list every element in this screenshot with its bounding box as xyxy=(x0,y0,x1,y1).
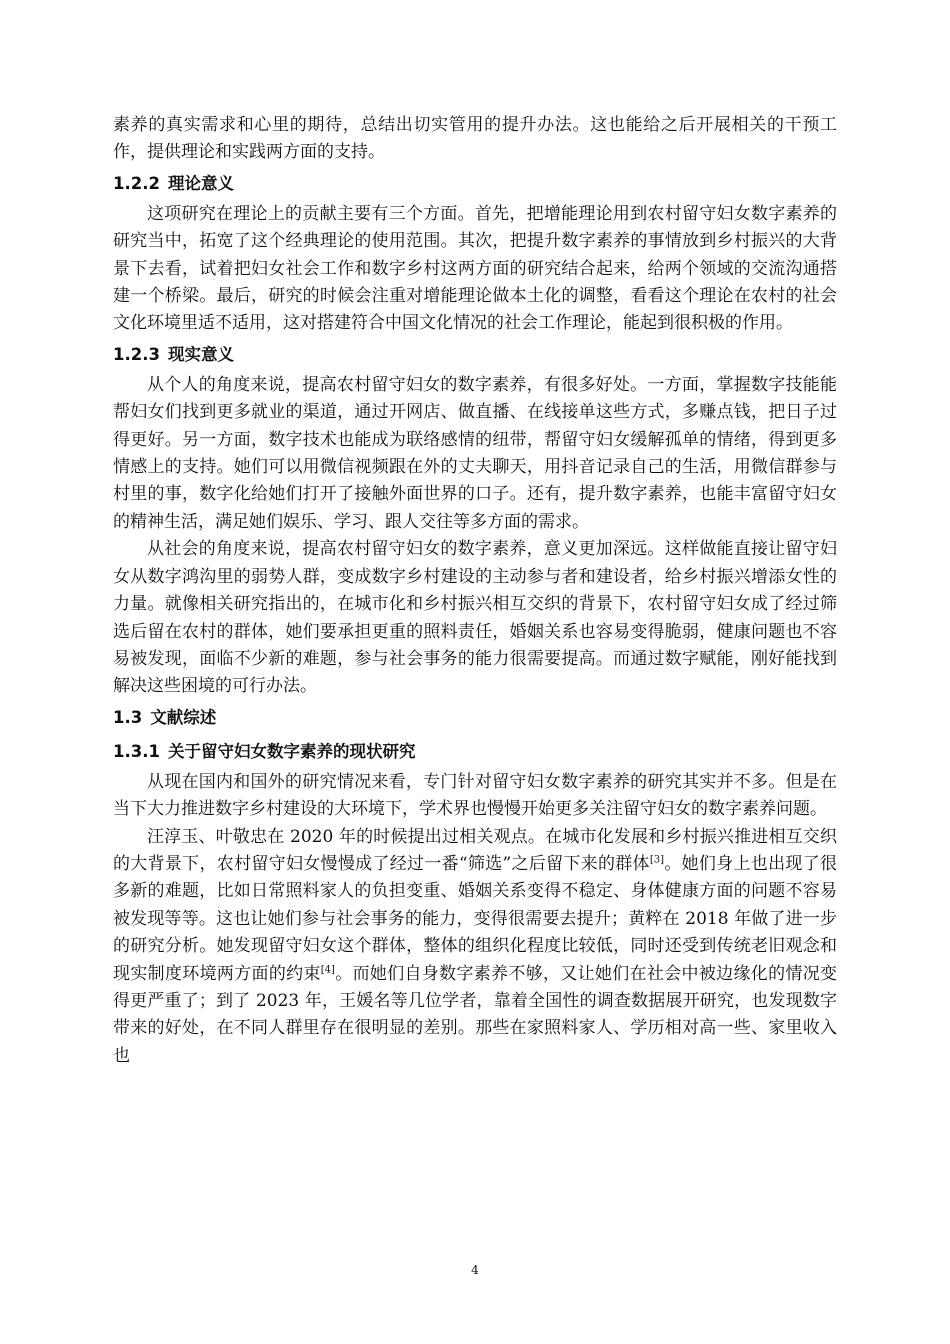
section-title: 关于留守妇女数字素养的现状研究 xyxy=(167,741,416,761)
citation-reference: [4] xyxy=(320,963,335,975)
paragraph-text: 。而她们自身数字素养不够，又让她们在社会中被边缘化的情况变得更严重了；到了 2023 年，王媛名等几位学者，靠着全国性的调查数据展开研究，也发现数字带来的好处，在不同人群里存在很明显的差别。那些在家照料家人、学历相对高一些、家里收入也 xyxy=(113,963,838,1066)
paragraph: 这项研究在理论上的贡献主要有三个方面。首先，把增能理论用到农村留守妇女数字素养的研究当中，拓宽了这个经典理论的使用范围。其次，把提升数字素养的事情放到乡村振兴的大背景下去看，试着把妇女社会工作和数字乡村这两方面的研究结合起来，给两个领域的交流沟通搭建一个桥梁。最后，研究的时候会注重对增能理论做本土化的调整，看看这个理论在农村的社会文化环境里适不适用，这对搭建符合中国文化情况的社会工作理论，能起到很积极的作用。 xyxy=(113,203,837,334)
section-heading-1-3-1 xyxy=(113,735,837,769)
paragraph: 素养的真实需求和心里的期待，总结出切实管用的提升办法。这也能给之后开展相关的干预工作，提供理论和实践两方面的支持。 xyxy=(113,115,837,163)
page-number: 4 xyxy=(471,1263,479,1277)
section-heading-1-2-2 xyxy=(113,167,837,201)
section-heading-1-3 xyxy=(113,701,837,735)
section-title: 现实意义 xyxy=(167,344,234,364)
section-heading-1-2-3 xyxy=(113,338,837,372)
section-number: 1.3.1 xyxy=(113,741,160,761)
page-body xyxy=(113,112,837,1070)
paragraph: 从个人的角度来说，提高农村留守妇女的数字素养，有很多好处。一方面，掌握数字技能能帮妇女们找到更多就业的渠道，通过开网店、做直播、在线接单这些方式，多赚点钱，把日子过得更好。另一方面，数字技术也能成为联络感情的纽带，帮留守妇女缓解孤单的情绪，得到更多情感上的支持。她们可以用微信视频跟在外的丈夫聊天，用抖音记录自己的生活，用微信群参与村里的事，数字化给她们打开了接触外面世界的口子。还有，提升数字素养，也能丰富留守妇女的精神生活，满足她们娱乐、学习、跟人交往等多方面的需求。 xyxy=(113,374,837,532)
paragraph xyxy=(113,824,837,1071)
section-number: 1.2.3 xyxy=(113,344,160,364)
section-title: 文献综述 xyxy=(150,707,217,727)
paragraph: 从现在国内和国外的研究情况来看，专门针对留守妇女数字素养的研究其实并不多。但是在当下大力推进数字乡村建设的大环境下，学术界也慢慢开始更多关注留守妇女的数字素养问题。 xyxy=(113,771,837,820)
paragraph: 从社会的角度来说，提高农村留守妇女的数字素养，意义更加深远。这样做能直接让留守妇女从数字鸿沟里的弱势人群，变成数字乡村建设的主动参与者和建设者，给乡村振兴增添女性的力量。就像相关研究指出的，在城市化和乡村振兴相互交织的背景下，农村留守妇女成了经过筛选后留在农村的群体，她们要承担更重的照料责任，婚姻关系也容易变得脆弱，健康问题也不容易被发现，面临不少新的难题，参与社会事务的能力很需要提高。而通过数字赋能，刚好能找到解决这些困境的可行办法。 xyxy=(113,539,837,697)
section-number: 1.2.2 xyxy=(113,173,160,193)
paragraph-text: 汪淳玉、叶敬忠在 2020 年的时候提出过相关观点。在城市化发展和乡村振兴推进相互交织的大背景下，农村留守妇女慢慢成了经过一番“筛选”之后留下来的群体 xyxy=(113,826,837,874)
section-title: 理论意义 xyxy=(167,173,234,193)
citation-reference: [3] xyxy=(649,854,665,866)
section-number: 1.3 xyxy=(113,707,143,727)
paragraph-text: 。她们身上也出现了很多新的难题，比如日常照料家人的负担变重、婚姻关系变得不稳定、身体健康方面的问题不容易被发现等等。这也让她们参与社会事务的能力，变得很需要去提升；黄粹在 2018 年做了进一步的研究分析。她发现留守妇女这个群体，整体的组织化程度比较低，同时还受到传统老旧观念和现实制度环境两方面的约束 xyxy=(113,853,837,984)
